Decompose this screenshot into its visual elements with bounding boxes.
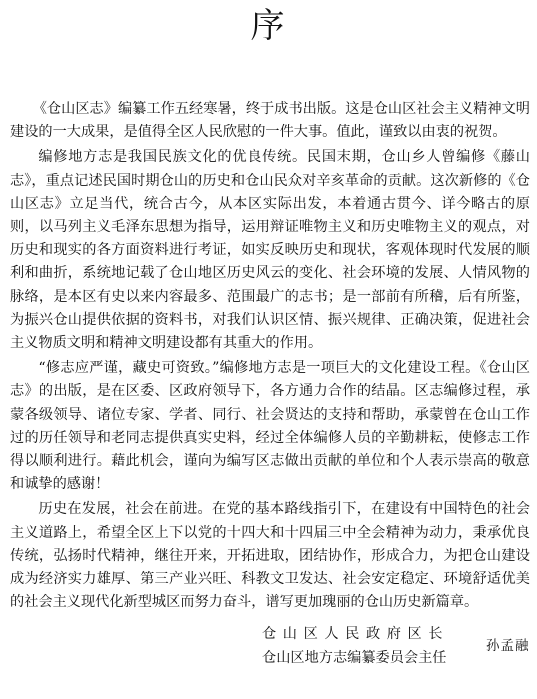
signature-name: 孙孟融 <box>486 638 530 654</box>
paragraph-1: 《仓山区志》编纂工作五经寒暑，终于成书出版。这是仓山区社会主义精神文明建设的一大成果，是值得全区人民欣慰的一件大事。值此，谨致以由衷的祝贺。 <box>10 101 530 141</box>
preface-body <box>10 98 530 616</box>
paragraph-3: “修志应严谨，藏史可资致。”编修地方志是一项巨大的文化建设工程。《仓山区志》的出版，是在区委、区政府领导下，各方通力合作的结晶。区志编修过程，承蒙各级领导、诸位专家、学者、同行、社会贤达的支持和帮助，承蒙曾在仓山工作过的历任领导和老同志提供真实史料，经过全体编修人员的辛勤耕耘，使修志工作得以顺利进行。藉此机会，谨向为编写区志做出贡献的单位和个人表示崇高的敬意和诚挚的感谢！ <box>10 360 530 493</box>
signature-block <box>262 622 532 670</box>
paragraph-4: 历史在发展，社会在前进。在党的基本路线指引下，在建设有中国特色的社会主义道路上，希望全区上下以党的十四大和十四届三中全会精神为动力，秉承优良传统，弘扬时代精神，继往开来，开拓进取，团结协作，形成合力，为把仓山建设成为经济实力雄厚、第三产业兴旺、科教文卫发达、社会安定稳定、环境舒适优美的社会主义现代化新型城区而努力奋斗，谱写更加瑰丽的仓山历史新篇章。 <box>10 501 530 611</box>
paragraph-2: 编修地方志是我国民族文化的优良传统。民国末期，仓山乡人曾编修《藤山志》，重点记述民国时期仓山的历史和仓山民众对辛亥革命的贡献。这次新修的《仓山区志》立足当代，统合古今，从本区实际出发，本着通古贯今、详今略古的原则，以马列主义毛泽东思想为指导，运用辩证唯物主义和历史唯物主义的观点，对历史和现实的各方面资料进行考证，如实反映历史和现状，客观体现时代发展的顺利和曲折，系统地记载了仓山地区历史风云的变化、社会环境的发展、人情风物的脉络，是本区有史以来内容最多、范围最广的志书；是一部前有所稽，后有所鉴，为振兴仓山提供依据的资料书，对我们认识区情、振兴规律、正确决策，促进社会主义物质文明和精神文明建设都有其重大的作用。 <box>10 149 530 352</box>
signature-title-1: 仓山区人民政府区长 <box>262 626 450 642</box>
page-title: 序 <box>250 6 287 46</box>
signature-title-2: 仓山区地方志编纂委员会主任 <box>262 650 447 666</box>
